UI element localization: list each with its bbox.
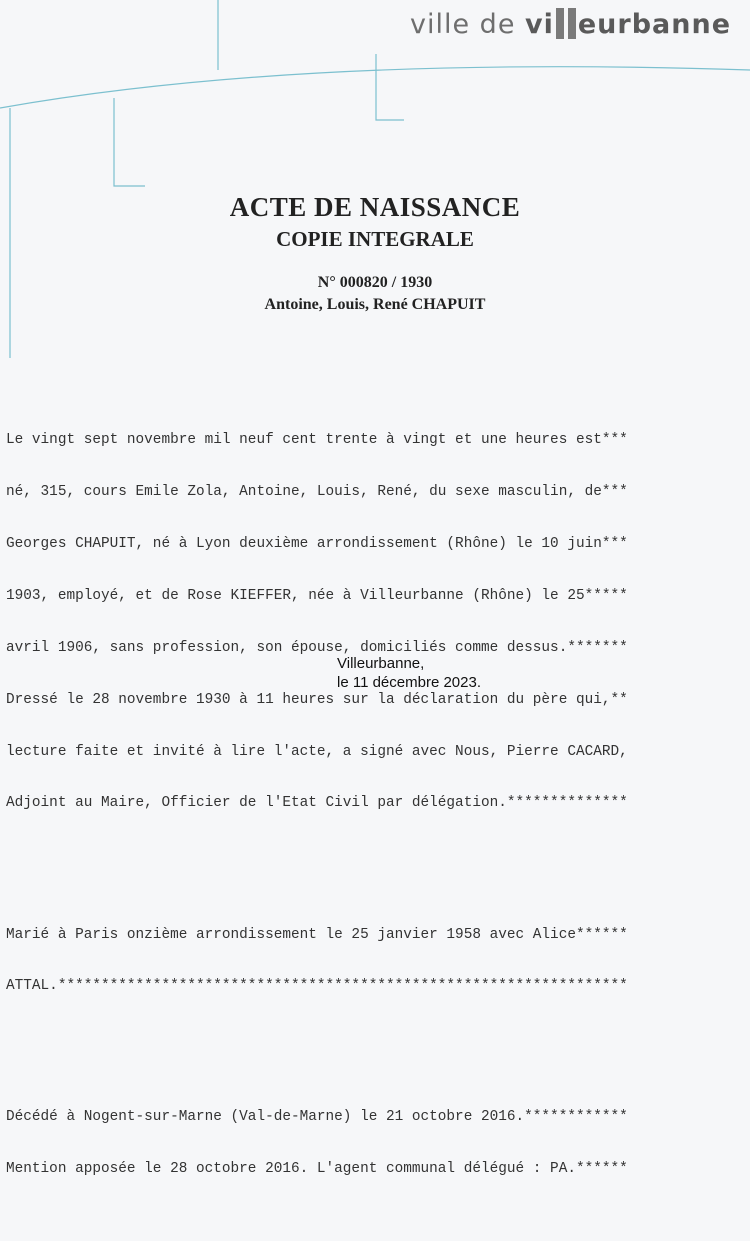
text-line: né, 315, cours Emile Zola, Antoine, Louis, René, du sexe masculin, de*** xyxy=(6,484,628,501)
text-line: ATTAL.****************************************************************** xyxy=(6,978,628,995)
decor-bracket-left xyxy=(114,98,145,186)
city-logo xyxy=(410,8,731,40)
logo-bar-mark xyxy=(568,8,576,39)
text-line: Adjoint au Maire, Officier de l'Etat Civil par délégation.************** xyxy=(6,795,628,812)
text-line: avril 1906, sans profession, son épouse, domiciliés comme dessus.******* xyxy=(6,639,628,656)
logo-bar-mark xyxy=(556,8,564,39)
text-line: Dressé le 28 novembre 1930 à 11 heures sur la déclaration du père qui,** xyxy=(6,691,628,708)
birth-paragraph xyxy=(6,398,748,848)
logo-suffix: eurbanne xyxy=(577,9,732,40)
decor-arc xyxy=(0,67,750,108)
issue-date: le 11 décembre 2023. xyxy=(337,674,481,691)
person-name: Antoine, Louis, René CHAPUIT xyxy=(264,296,486,313)
text-line: Décédé à Nogent-sur-Marne (Val-de-Marne) le 21 octobre 2016.************ xyxy=(6,1109,628,1126)
document-heading xyxy=(0,192,750,314)
document-title: ACTE DE NAISSANCE xyxy=(229,192,521,222)
document-number: N° 000820 / 1930 xyxy=(317,274,433,291)
death-paragraph xyxy=(6,1075,748,1213)
logo-prefix: ville de xyxy=(410,9,526,40)
record-text xyxy=(6,363,748,1241)
marriage-paragraph xyxy=(6,892,748,1030)
text-line: Marié à Paris onzième arrondissement le 25 janvier 1958 avec Alice****** xyxy=(6,926,628,943)
logo-mid: vi xyxy=(525,9,554,40)
text-line: Le vingt sept novembre mil neuf cent trente à vingt et une heures est*** xyxy=(6,432,628,449)
decor-bracket-right xyxy=(376,54,404,120)
text-line: lecture faite et invité à lire l'acte, a signé avec Nous, Pierre CACARD, xyxy=(6,743,628,760)
text-line: Mention apposée le 28 octobre 2016. L'agent communal délégué : PA.****** xyxy=(6,1161,628,1178)
text-line: Georges CHAPUIT, né à Lyon deuxième arrondissement (Rhône) le 10 juin*** xyxy=(6,535,628,552)
issue-place-date xyxy=(337,654,481,692)
document-subtitle: COPIE INTEGRALE xyxy=(276,227,474,251)
text-line: 1903, employé, et de Rose KIEFFER, née à Villeurbanne (Rhône) le 25***** xyxy=(6,587,628,604)
issue-place: Villeurbanne, xyxy=(337,655,425,672)
